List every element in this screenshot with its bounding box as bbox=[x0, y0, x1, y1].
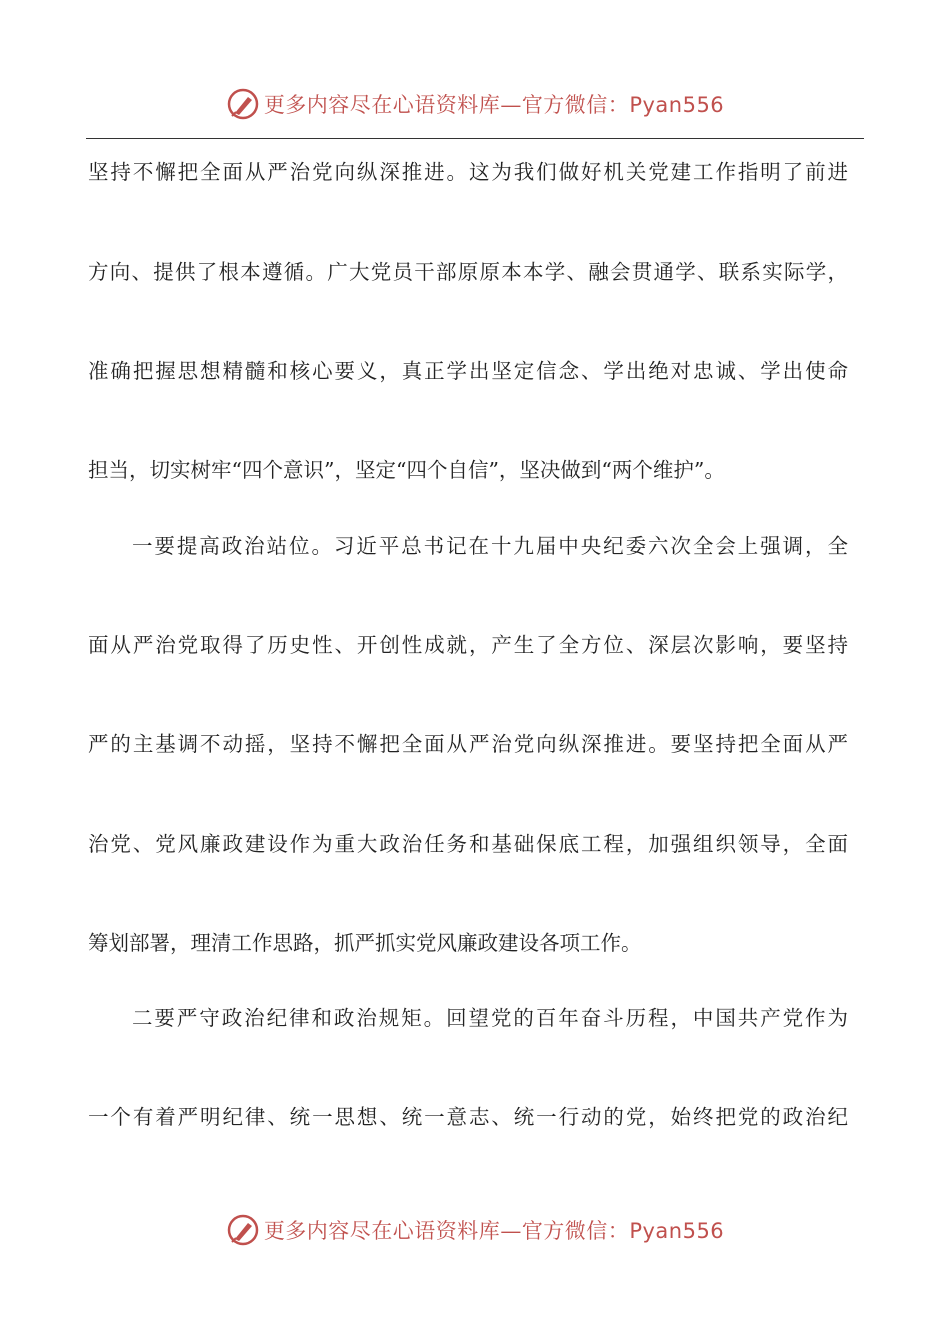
pen-nib-circle-icon bbox=[226, 1213, 260, 1247]
paragraph-line: 筹划部署，理清工作思路，抓严抓实党风廉政建设各项工作。 bbox=[88, 931, 642, 955]
paragraph-line: 坚持不懈把全面从严治党向纵深推进。这为我们做好机关党建工作指明了前进 bbox=[88, 160, 848, 184]
footer-banner-wechat-id: Pyan556 bbox=[629, 1219, 725, 1243]
footer-banner-text bbox=[264, 1215, 724, 1245]
header-divider bbox=[86, 138, 864, 139]
header-banner bbox=[0, 84, 950, 124]
paragraph-line: 严的主基调不动摇，坚持不懈把全面从严治党向纵深推进。要坚持把全面从严 bbox=[88, 732, 848, 756]
footer-banner-dash: — bbox=[500, 1219, 522, 1243]
header-banner-wechat-label: 官方微信： bbox=[521, 93, 630, 117]
header-banner-dash: — bbox=[500, 93, 522, 117]
header-banner-wechat-id: Pyan556 bbox=[629, 93, 725, 117]
paragraph-line: 治党、党风廉政建设作为重大政治任务和基础保底工程，加强组织领导，全面 bbox=[88, 832, 848, 856]
paragraph-line: 准确把握思想精髓和核心要义，真正学出坚定信念、学出绝对忠诚、学出使命 bbox=[88, 359, 848, 383]
paragraph-line: 担当，切实树牢“四个意识”，坚定“四个自信”，坚决做到“两个维护”。 bbox=[88, 458, 725, 482]
footer-banner bbox=[0, 1210, 950, 1250]
paragraph-line: 一要提高政治站位。习近平总书记在十九届中央纪委六次全会上强调，全 bbox=[132, 534, 848, 558]
paragraph-line: 面从严治党取得了历史性、开创性成就，产生了全方位、深层次影响，要坚持 bbox=[88, 633, 848, 657]
header-banner-main: 更多内容尽在心语资料库 bbox=[263, 93, 501, 117]
pen-nib-circle-icon bbox=[226, 87, 260, 121]
paragraph-line: 一个有着严明纪律、统一思想、统一意志、统一行动的党，始终把党的政治纪 bbox=[88, 1105, 848, 1129]
paragraph-line: 方向、提供了根本遵循。广大党员干部原原本本学、融会贯通学、联系实际学， bbox=[88, 260, 848, 284]
header-banner-text bbox=[264, 89, 724, 119]
paragraph-line: 二要严守政治纪律和政治规矩。回望党的百年奋斗历程，中国共产党作为 bbox=[132, 1006, 848, 1030]
footer-banner-wechat-label: 官方微信： bbox=[521, 1219, 630, 1243]
footer-banner-main: 更多内容尽在心语资料库 bbox=[263, 1219, 501, 1243]
